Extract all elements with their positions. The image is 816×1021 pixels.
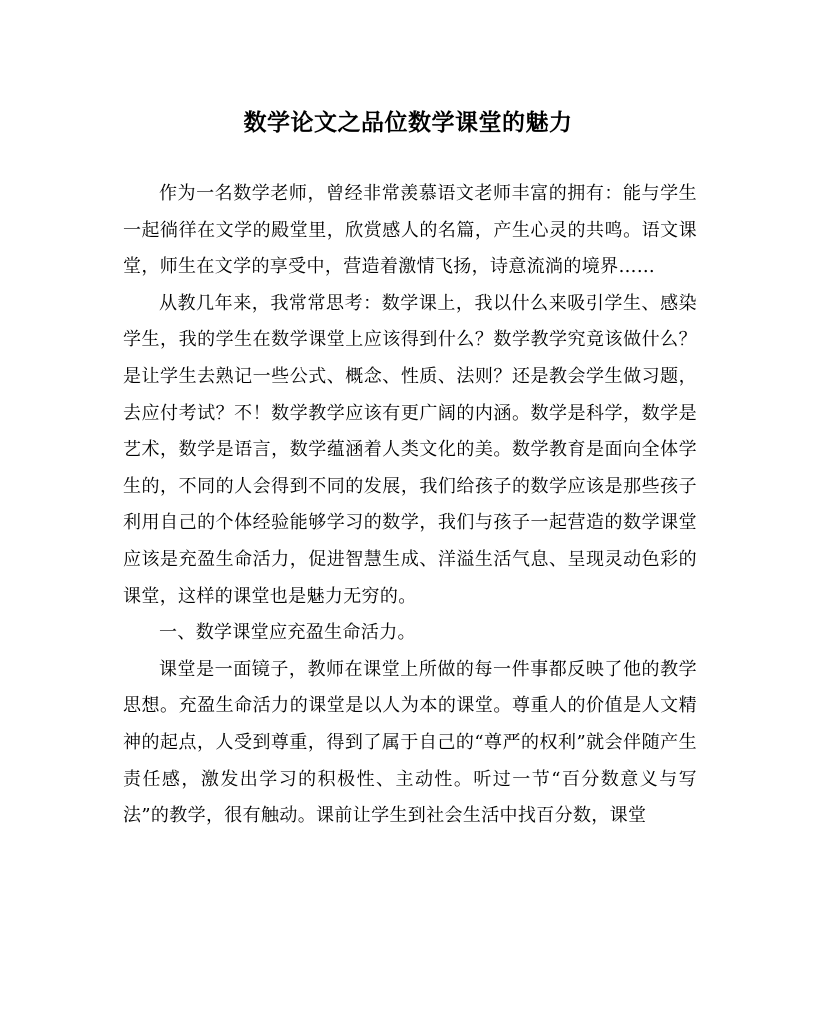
paragraph-intro: 作为一名数学老师，曾经非常羡慕语文老师丰富的拥有：能与学生一起徜徉在文学的殿堂里，欣赏感人的名篇，产生心灵的共鸣。语文课堂，师生在文学的享受中，营造着激情飞扬，诗意流淌的境界…… [123,183,697,278]
document-body [123,176,697,835]
section-heading-1: 一、数学课堂应充盈生命活力。 [159,622,416,644]
document-title: 数学论文之品位数学课堂的魅力 [243,109,573,136]
paragraph-classroom-mirror: 课堂是一面镜子，教师在课堂上所做的每一件事都反映了他的教学思想。充盈生命活力的课堂是以人为本的课堂。尊重人的价值是人文精神的起点，人受到尊重，得到了属于自己的“尊严的权利”就会伴随产生责任感，激发出学习的积极性、主动性。听过一节“百分数意义与写法”的教学，很有触动。课前让学生到社会生活中找百分数，课堂 [123,658,697,827]
paragraph-reflection: 从教几年来，我常常思考：数学课上，我以什么来吸引学生、感染学生，我的学生在数学课堂上应该得到什么？数学教学究竟该做什么？是让学生去熟记一些公式、概念、性质、法则？还是教会学生做习题，去应付考试？不！数学教学应该有更广阔的内涵。数学是科学，数学是艺术，数学是语言，数学蕴涵着人类文化的美。数学教育是面向全体学生的，不同的人会得到不同的发展，我们给孩子的数学应该是那些孩子利用自己的个体经验能够学习的数学，我们与孩子一起营造的数学课堂应该是充盈生命活力，促进智慧生成、洋溢生活气息、呈现灵动色彩的课堂，这样的课堂也是魅力无穷的。 [123,292,697,607]
